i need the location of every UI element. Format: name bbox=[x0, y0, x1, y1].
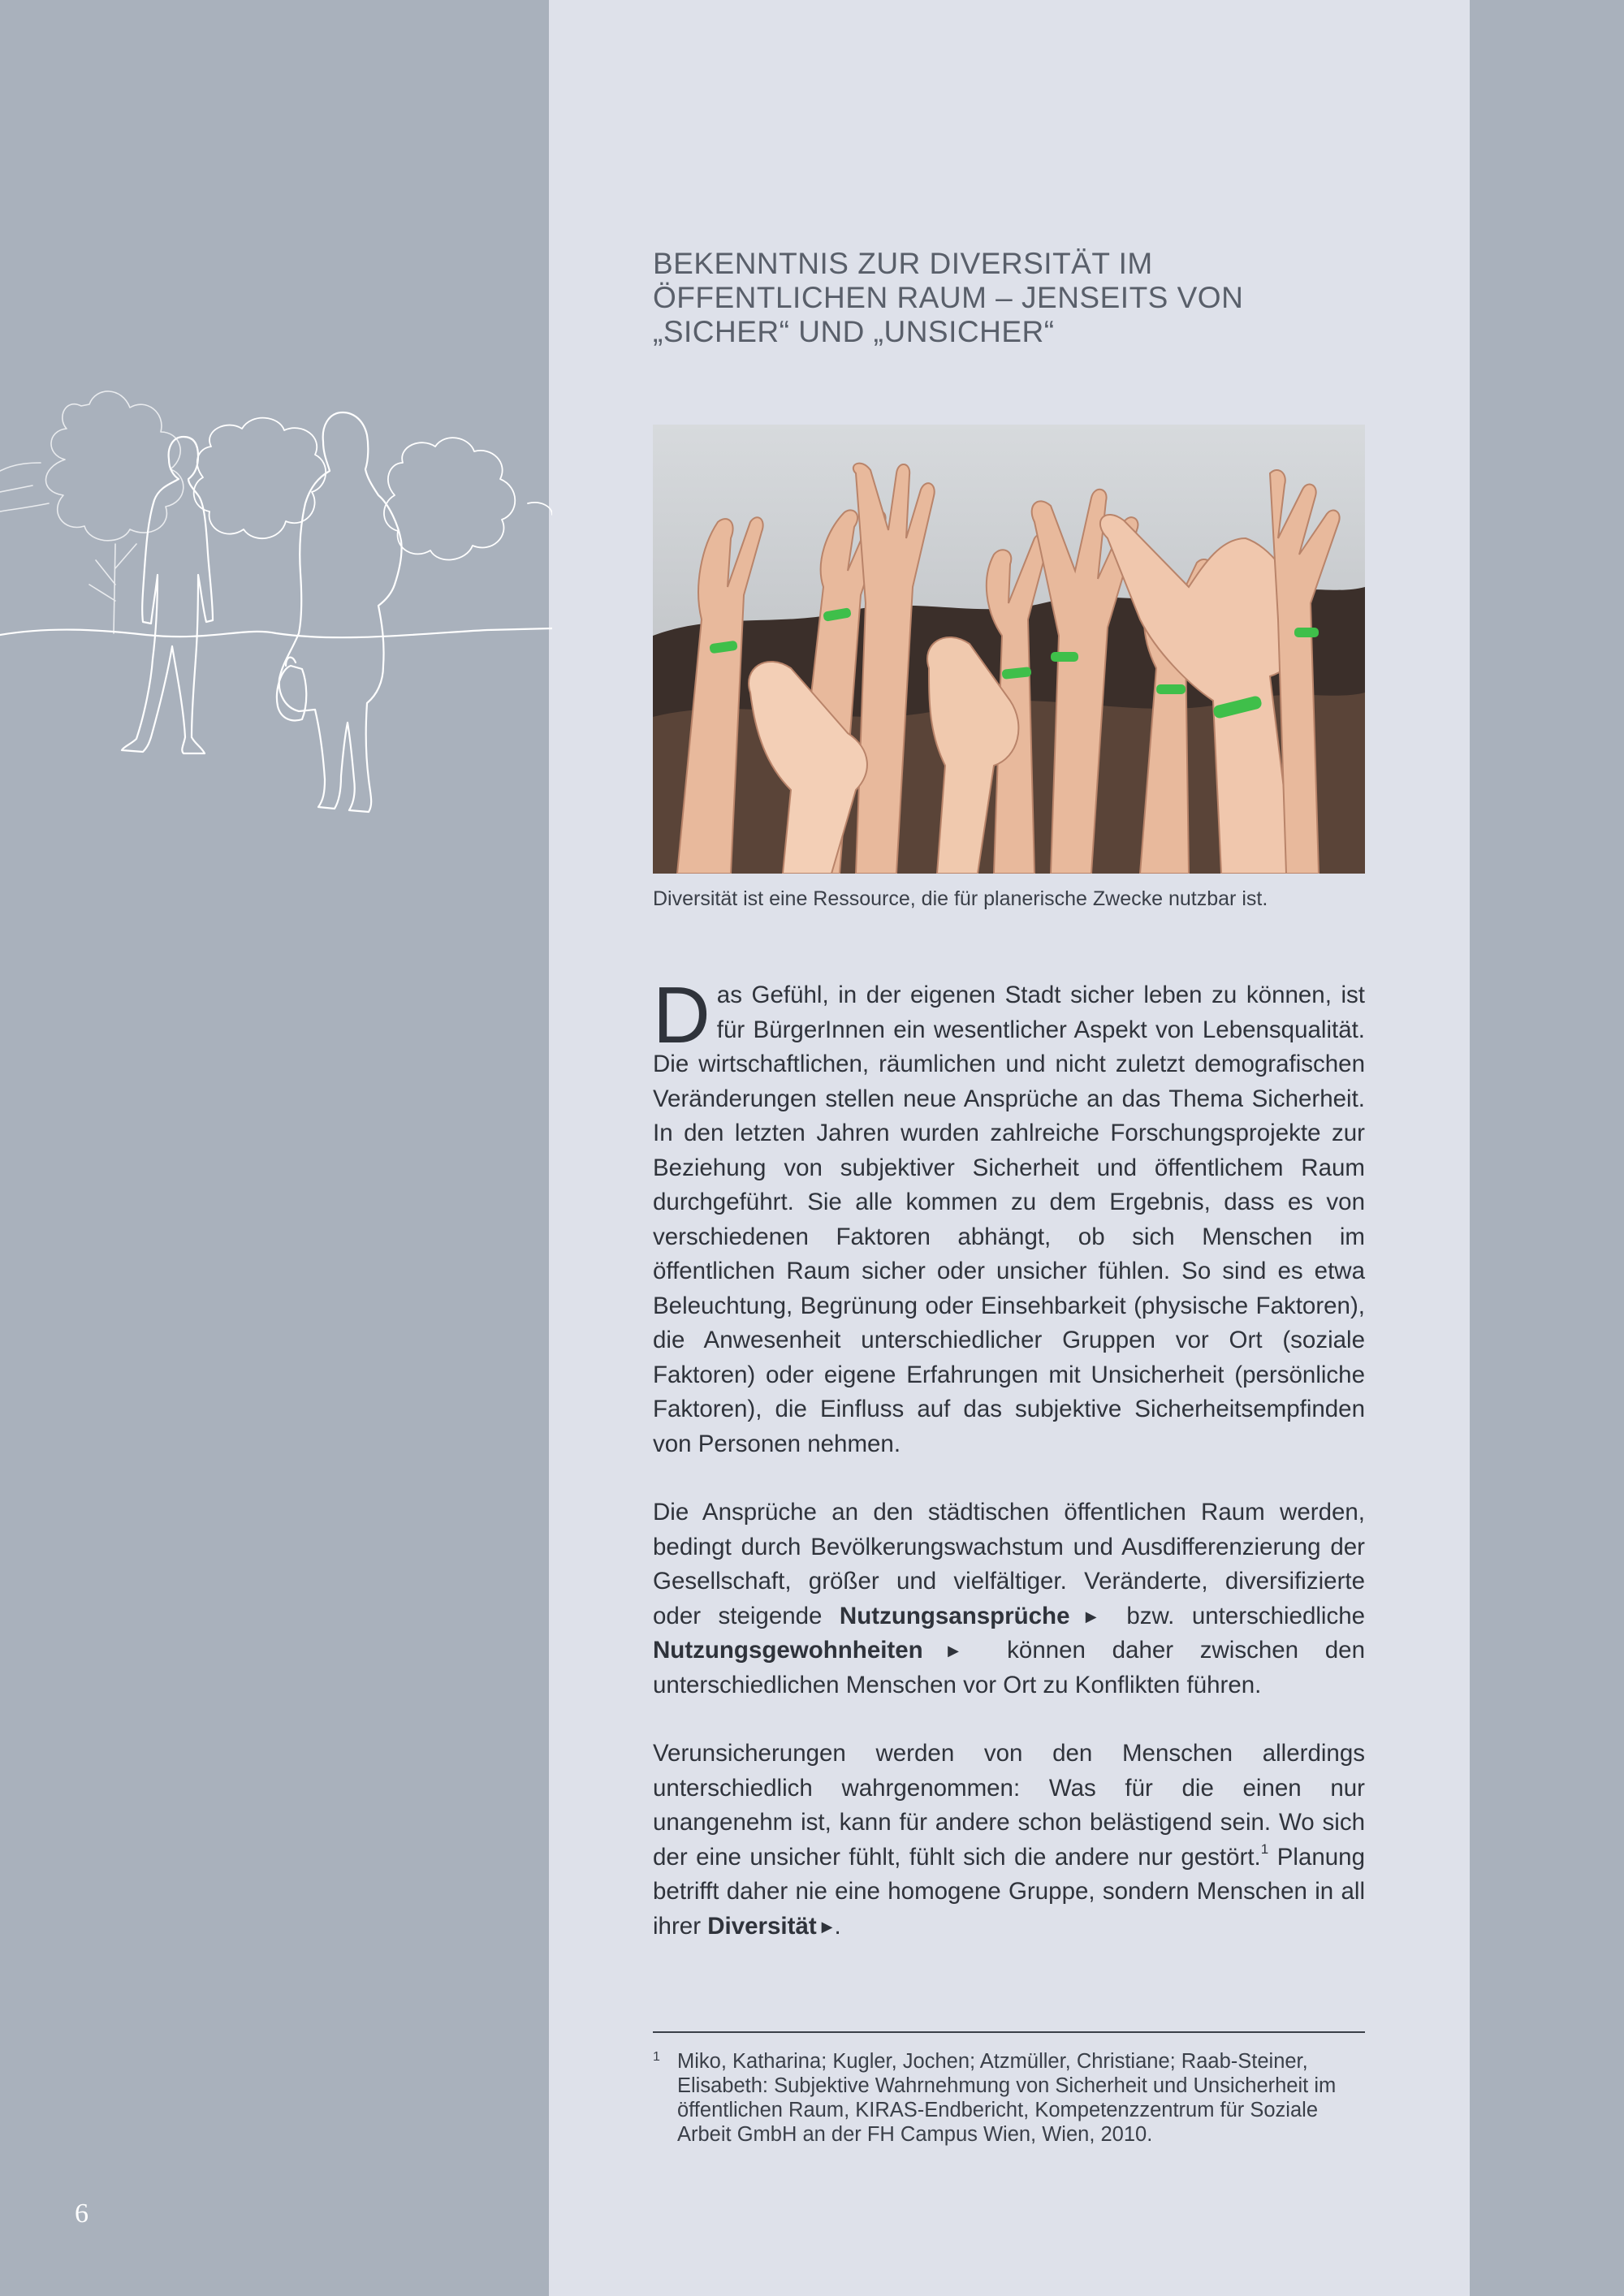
page-title bbox=[653, 247, 1384, 349]
paragraph-1 bbox=[653, 970, 1365, 1461]
people-trees-illustration-icon bbox=[0, 341, 552, 861]
paragraph-2-part-3: können daher zwischen den unterschiedlichen Menschen vor Ort zu Konflikten führen. bbox=[653, 1637, 1365, 1698]
raised-hands-image-icon bbox=[653, 425, 1365, 874]
raised-hands-photo bbox=[653, 425, 1365, 874]
page-number: 6 bbox=[75, 2199, 89, 2229]
right-margin-panel bbox=[1470, 0, 1624, 2296]
glossary-arrow-icon: ▶ bbox=[1074, 1608, 1108, 1625]
title-line-1: BEKENNTNIS ZUR DIVERSITÄT IM bbox=[653, 247, 1153, 280]
paragraph-2 bbox=[653, 1495, 1365, 1703]
footnote-divider bbox=[653, 2031, 1365, 2033]
paragraph-1-text: as Gefühl, in der eigenen Stadt sicher leben zu können, ist für BürgerInnen ein wesentlicher Aspekt von Lebensqualität. Die wirtschaftlichen, räumlichen und nicht zuletzt demografischen Veränderungen stellen neue Ansprüche an das Thema Sicherheit. In den letzten Jahren wurden zahlreiche Forschungsprojekte zur Beziehung von subjektiver Sicherheit und öffentlichem Raum durchgeführt. Sie alle kommen zu dem Ergebnis, dass es von verschiedenen Faktoren abhängt, ob sich Menschen im öffentlichen Raum sicher oder unsicher fühlen. So sind es etwa Beleuchtung, Begrünung oder Einsehbarkeit (physische Faktoren), die Anwesenheit unterschiedlicher Gruppen vor Ort (soziale Faktoren) oder eigene Erfahrungen mit Unsicherheit (persönliche Faktoren), die Einfluss auf das subjektive Sicherheitsempfinden von Personen nehmen. bbox=[653, 982, 1365, 1457]
glossary-arrow-icon: ▶ bbox=[821, 1918, 833, 1935]
glossary-link-nutzungsansprueche[interactable]: Nutzungsansprüche bbox=[839, 1602, 1070, 1629]
footnote-reference[interactable]: 1 bbox=[1260, 1841, 1269, 1857]
paragraph-3-part-1: Verunsicherungen werden von den Menschen allerdings unterschiedlich wahrgenommen: Was für die einen nur unangenehm ist, kann für andere schon belästigend sein. Wo sich der eine unsicher fühlt, fühlt sich die andere nur gestört. bbox=[653, 1740, 1365, 1871]
paragraph-2-part-1: Die Ansprüche an den städtischen öffentlichen Raum werden, bedingt durch Bevölkerungswachstum und Ausdifferenzierung der Gesellschaft, größer und vielfältiger. Veränderte, diversifizierte oder steigende bbox=[653, 1499, 1365, 1629]
body-text bbox=[653, 970, 1366, 1978]
footnote-text: Miko, Katharina; Kugler, Jochen; Atzmüller, Christiane; Raab-Steiner, Elisabeth: Subjektive Wahrnehmung von Sicherheit und Unsicherheit im öffentlichen Raum, KIRAS-Endbericht, Kompetenzzentrum für Soziale Arbeit GmbH an der FH Campus Wien, Wien, 2010. bbox=[677, 2050, 1337, 2146]
photo-caption: Diversität ist eine Ressource, die für planerische Zwecke nutzbar ist. bbox=[653, 887, 1268, 910]
paragraph-3-part-3: . bbox=[834, 1912, 841, 1940]
drop-cap: D bbox=[653, 970, 710, 1060]
glossary-link-diversitaet[interactable]: Diversität bbox=[707, 1912, 817, 1940]
glossary-link-nutzungsgewohnheiten[interactable]: Nutzungsgewohnheiten bbox=[653, 1637, 923, 1664]
glossary-arrow-icon: ▶ bbox=[927, 1642, 979, 1659]
title-line-2: ÖFFENTLICHEN RAUM – JENSEITS VON bbox=[653, 281, 1244, 314]
paragraph-3-part-2: Planung betrifft daher nie eine homogene Gruppe, sondern Menschen in all ihrer bbox=[653, 1843, 1365, 1940]
paragraph-3 bbox=[653, 1737, 1365, 1944]
footnote-number: 1 bbox=[653, 2050, 660, 2064]
footnote bbox=[653, 2049, 1367, 2147]
paragraph-2-part-2: bzw. unterschiedliche bbox=[1108, 1602, 1366, 1629]
title-line-3: „SICHER“ UND „UNSICHER“ bbox=[653, 315, 1055, 348]
